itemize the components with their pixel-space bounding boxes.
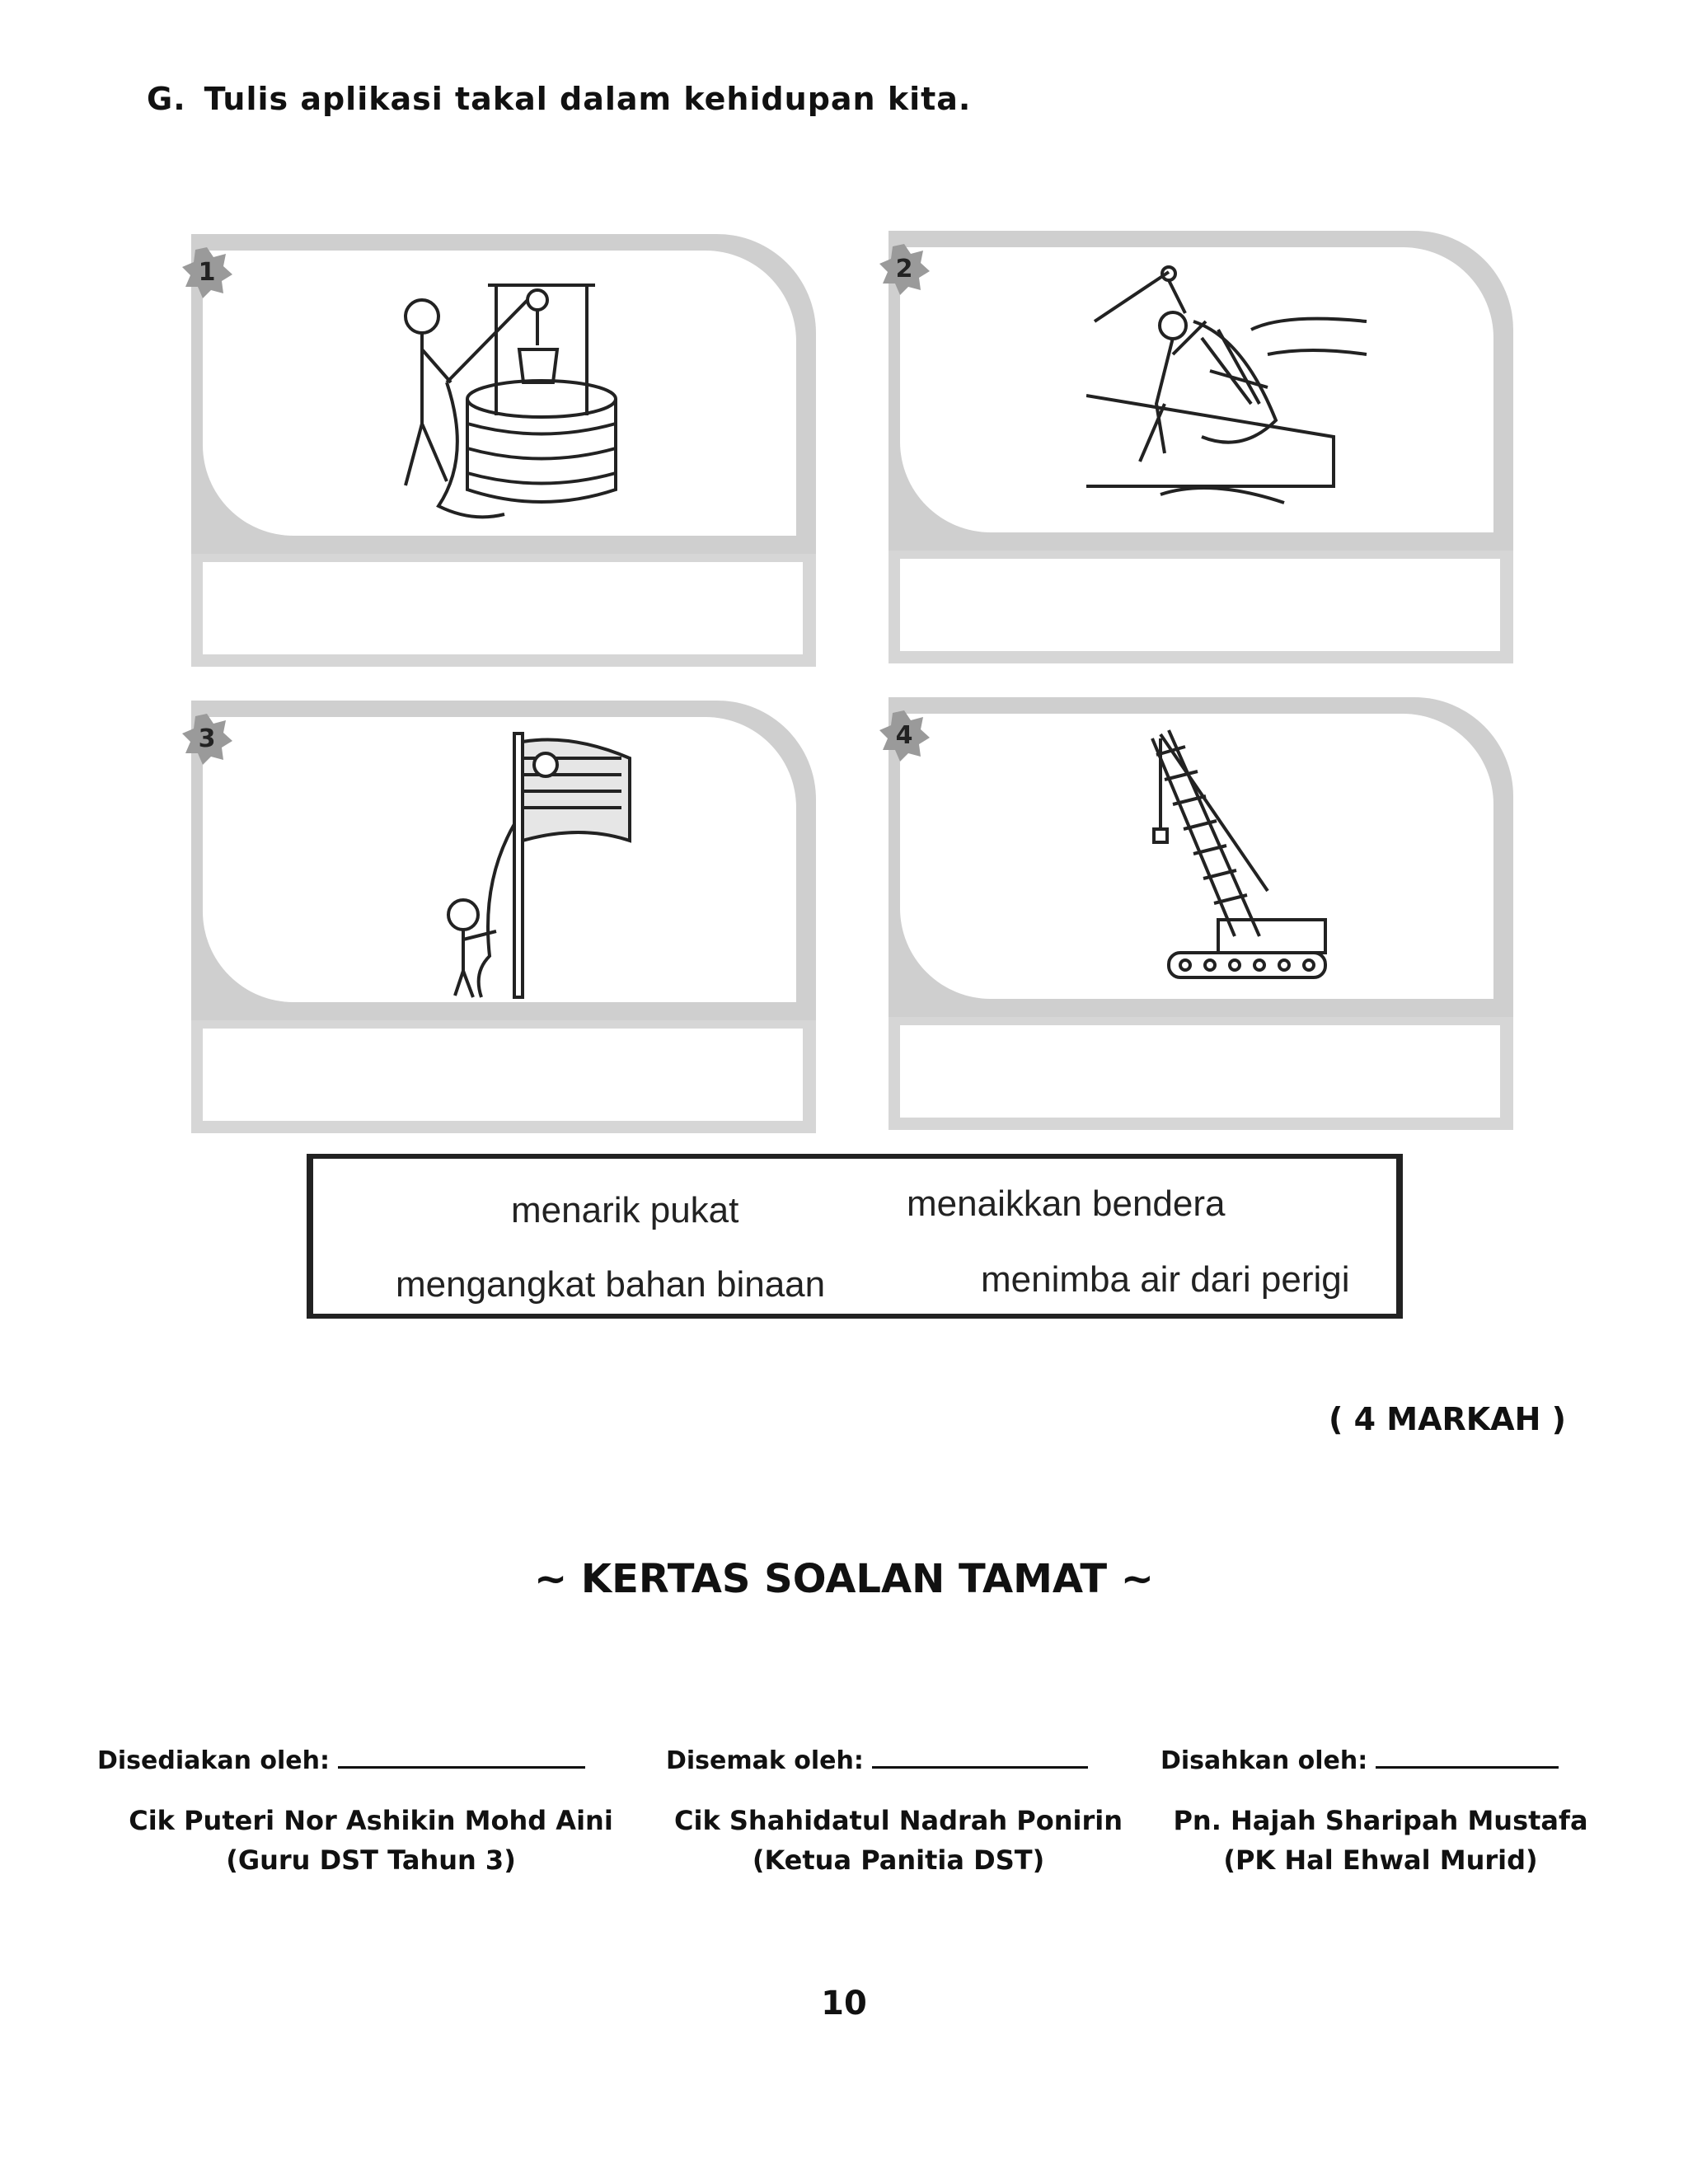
picture-panel-4	[889, 697, 1513, 1130]
panel-number-2: 2	[895, 255, 913, 284]
answer-box-4[interactable]	[900, 1025, 1500, 1118]
answer-box-1[interactable]	[203, 562, 803, 654]
marks-label: ( 4 MARKAH )	[1328, 1401, 1566, 1437]
picture-panel-2	[889, 231, 1513, 663]
signatory-role-approved: (PK Hal Ehwal Murid)	[1223, 1844, 1538, 1876]
signature-line-approved[interactable]	[1376, 1741, 1559, 1769]
signature-label-approved: Disahkan oleh:	[1160, 1746, 1368, 1775]
end-title: ~ KERTAS SOALAN TAMAT ~	[533, 1556, 1155, 1602]
signature-prepared	[97, 1741, 585, 1775]
panel-number-3: 3	[198, 724, 216, 753]
signatory-role-prepared: (Guru DST Tahun 3)	[226, 1844, 516, 1876]
signatory-role-checked: (Ketua Panitia DST)	[752, 1844, 1045, 1876]
crane-icon	[1136, 722, 1334, 994]
panel-number-4: 4	[895, 721, 913, 750]
signature-label-checked: Disemak oleh:	[666, 1746, 864, 1775]
answer-box-2[interactable]	[900, 559, 1500, 651]
signature-line-prepared[interactable]	[338, 1741, 585, 1769]
question-text: Tulis aplikasi takal dalam kehidupan kita.	[204, 81, 972, 117]
signatory-name-checked: Cik Shahidatul Nadrah Ponirin	[673, 1805, 1123, 1836]
signatory-name-prepared: Cik Puteri Nor Ashikin Mohd Aini	[129, 1805, 613, 1836]
panel-number-1: 1	[198, 258, 216, 287]
word-option-3: mengangkat bahan binaan	[396, 1264, 826, 1305]
page-number: 10	[821, 1985, 867, 2022]
word-box	[307, 1154, 1403, 1319]
flagpole-icon	[422, 725, 636, 1005]
signature-approved	[1160, 1741, 1559, 1775]
question-letter: G.	[147, 81, 186, 117]
picture-panel-3	[191, 701, 816, 1133]
well-icon	[389, 267, 735, 531]
fishing-net-icon	[1086, 255, 1383, 527]
question-heading	[147, 81, 971, 117]
signature-checked	[666, 1741, 1088, 1775]
signatory-name-approved: Pn. Hajah Sharipah Mustafa	[1173, 1805, 1588, 1836]
signature-line-checked[interactable]	[872, 1741, 1088, 1769]
word-option-4: menimba air dari perigi	[981, 1259, 1350, 1300]
word-option-2: menaikkan bendera	[907, 1183, 1226, 1224]
answer-box-3[interactable]	[203, 1029, 803, 1121]
signature-label-prepared: Disediakan oleh:	[97, 1746, 330, 1775]
picture-panel-1	[191, 234, 816, 667]
word-option-1: menarik pukat	[511, 1190, 739, 1230]
